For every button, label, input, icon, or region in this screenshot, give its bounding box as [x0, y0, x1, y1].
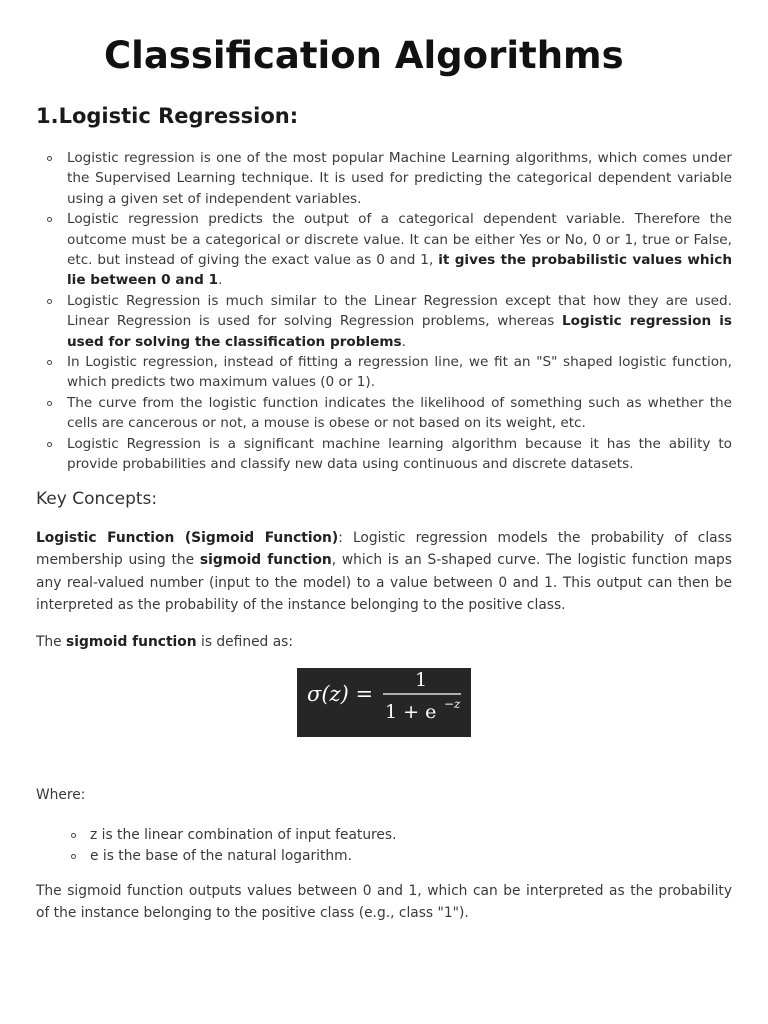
bullet-text: e is the base of the natural logarithm. [90, 847, 352, 864]
list-item [36, 393, 732, 434]
list-item [36, 291, 732, 352]
logistic-function-paragraph [36, 527, 732, 616]
formula-numerator: 1 [414, 669, 428, 691]
paragraph-text: : Logistic regression models the probability of class membership using the [36, 530, 732, 569]
list-item [36, 209, 732, 291]
formula-denominator-base: 1 + e [385, 701, 437, 723]
key-concepts-heading: Key Concepts: [36, 489, 158, 509]
paragraph-text: The [36, 634, 67, 650]
hollow-circle-bullet-icon [47, 299, 52, 304]
sigmoid-formula-svg [297, 668, 471, 737]
list-item [67, 825, 667, 846]
bullet-text: z is the linear combination of input features. [90, 827, 397, 843]
bullet-text: Logistic regression predicts the output of a categorical dependent variable. Therefore the outcome must be a categorical or discrete value. It can be either Yes or No, 0 or 1, true or False, etc. but instead of giving the exact value as 0 and 1, [67, 211, 732, 269]
bullet-text: In Logistic regression, instead of fitting a regression line, we fit an "S" shaped logistic function, which predicts two maximum values (0 or 1). [67, 354, 732, 391]
paragraph-text: , which is an S-shaped curve. The logistic function maps any real-valued number (input to the model) to a value between 0 and 1. This output can then be interpreted as the probability of the instance belonging to the positive class. [36, 552, 732, 613]
bullet-text: The curve from the logistic function indicates the likelihood of something such as whether the cells are cancerous or not, a mouse is obese or not based on its weight, etc. [67, 394, 732, 432]
sigmoid-formula-image [297, 668, 471, 737]
hollow-circle-bullet-icon [47, 156, 52, 161]
bullet-trailing-text: . [218, 272, 223, 289]
bullet-bold-text: Logistic regression is used for solving the classification problems [67, 313, 733, 350]
bullet-bold-text: it gives the probabilistic values which lie between 0 and 1 [67, 252, 732, 289]
sigmoid-output-paragraph: The sigmoid function outputs values between 0 and 1, which can be interpreted as the probability of the instance belonging to the positive class (e.g., class "1"). [36, 883, 732, 922]
list-item [67, 846, 667, 867]
bullet-text: Logistic Regression is much similar to the Linear Regression except that how they are used. Linear Regression is used for solving Regression problems, whereas [67, 292, 732, 330]
bullet-trailing-text: . [401, 333, 406, 350]
paragraph-bold-text: sigmoid function [66, 634, 197, 650]
page-title: Classification Algorithms [104, 34, 624, 77]
hollow-circle-bullet-icon [47, 442, 52, 447]
section-heading-logistic-regression: 1.Logistic Regression: [36, 104, 299, 128]
list-item [36, 352, 732, 393]
list-item [36, 148, 732, 209]
formula-denominator-exponent: −z [444, 697, 461, 711]
paragraph-text: is defined as: [196, 634, 293, 650]
hollow-circle-bullet-icon [47, 217, 52, 222]
hollow-circle-bullet-icon [71, 854, 76, 859]
hollow-circle-bullet-icon [47, 401, 52, 406]
bullet-text: Logistic Regression is a significant machine learning algorithm because it has the ability to provide probabilities and classify new data using continuous and discrete datasets. [67, 435, 732, 473]
hollow-circle-bullet-icon [47, 360, 52, 365]
paragraph-bold-text: Logistic Function (Sigmoid Function) [36, 530, 339, 546]
sigmoid-definition-paragraph [36, 631, 732, 653]
formula-lhs: σ(z) = [307, 682, 374, 706]
where-bullet-list [67, 825, 667, 866]
where-label: Where: [36, 787, 86, 803]
hollow-circle-bullet-icon [71, 833, 76, 838]
bullet-text: Logistic regression is one of the most popular Machine Learning algorithms, which comes under the Supervised Learning technique. It is used for predicting the categorical dependent variable using a given set of independent variables. [67, 150, 732, 207]
logistic-regression-bullet-list [36, 148, 732, 475]
list-item [36, 434, 732, 475]
paragraph-bold-text: sigmoid function [199, 552, 332, 569]
